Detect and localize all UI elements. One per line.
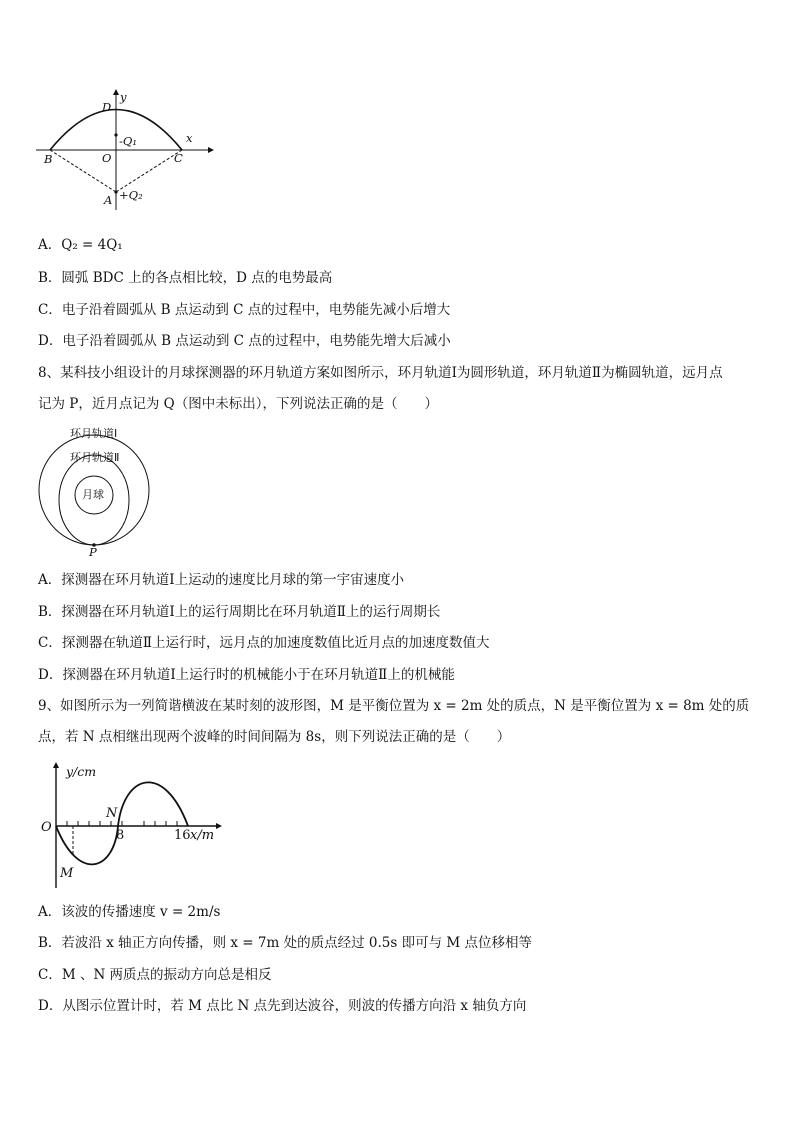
q9-option-b: B．若波沿 x 轴正方向传播，则 x = 7m 处的质点经过 0.5s 即可与 M 点位移相等	[38, 935, 532, 951]
q8-stem-line-2: 记为 P，近月点记为 Q（图中未标出），下列说法正确的是（ ）	[38, 396, 438, 412]
point-m-label: M	[60, 866, 74, 881]
orbit-1-label: 环月轨道Ⅰ	[70, 427, 118, 440]
q9-option-a: A．该波的传播速度 v = 2m/s	[38, 904, 221, 920]
q8-option-c: C．探测器在轨道Ⅱ上运行时，远月点的加速度数值比近月点的加速度数值大	[38, 635, 490, 651]
q9-option-d: D．从图示位置计时，若 M 点比 N 点先到达波谷，则波的传播方向沿 x 轴负方向	[38, 998, 527, 1014]
point-d-label: D	[102, 100, 112, 114]
tick-16-label: 16	[174, 828, 191, 843]
x-axis-label: x	[186, 131, 193, 145]
q7-option-c: C．电子沿着圆弧从 B 点运动到 C 点的过程中，电势能先减小后增大	[38, 302, 451, 318]
wave-figure	[38, 760, 228, 890]
q7-option-a: A．Q₂ = 4Q₁	[38, 237, 123, 253]
charge-arc-figure	[36, 86, 216, 216]
q8-option-b: B．探测器在环月轨道Ⅰ上的运行周期比在环月轨道Ⅱ上的运行周期长	[38, 604, 441, 620]
wave-y-axis-label: y/cm	[66, 764, 97, 779]
point-c-label: C	[174, 151, 183, 165]
charge-q1-label: -Q₁	[119, 134, 137, 148]
q7-option-d: D．电子沿着圆弧从 B 点运动到 C 点的过程中，电势能先增大后减小	[38, 333, 451, 349]
y-axis-label: y	[120, 90, 127, 104]
point-b-label: B	[44, 152, 53, 166]
point-p-label: P	[89, 545, 97, 559]
q9-stem-line-2: 点，若 N 点相继出现两个波峰的时间间隔为 8s，则下列说法正确的是（ ）	[38, 729, 511, 745]
q7-option-b: B．圆弧 BDC 上的各点相比较，D 点的电势最高	[38, 270, 333, 286]
q8-option-a: A．探测器在环月轨道Ⅰ上运动的速度比月球的第一宇宙速度小	[38, 572, 405, 588]
wave-x-axis-label: x/m	[190, 828, 215, 843]
q8-stem-line-1: 8、某科技小组设计的月球探测器的环月轨道方案如图所示，环月轨道Ⅰ为圆形轨道，环月轨道Ⅱ为椭圆轨道，远月点	[38, 365, 723, 381]
wave-origin-label: O	[41, 820, 52, 835]
charge-q2-label: +Q₂	[119, 188, 143, 202]
orbit-2-label: 环月轨道Ⅱ	[70, 451, 120, 464]
point-n-label: N	[106, 806, 118, 821]
q9-option-c: C．M 、N 两质点的振动方向总是相反	[38, 967, 272, 983]
q9-stem-line-1: 9、如图所示为一列简谐横波在某时刻的波形图，M 是平衡位置为 x = 2m 处的质点，N 是平衡位置为 x = 8m 处的质	[38, 698, 750, 714]
origin-label: O	[102, 151, 112, 165]
moon-label: 月球	[82, 488, 104, 501]
q8-option-d: D．探测器在环月轨道Ⅰ上运行时的机械能小于在环月轨道Ⅱ上的机械能	[38, 667, 455, 683]
lunar-orbit-figure	[36, 424, 156, 559]
tick-8-label: 8	[116, 828, 125, 843]
point-a-label: A	[104, 193, 113, 207]
